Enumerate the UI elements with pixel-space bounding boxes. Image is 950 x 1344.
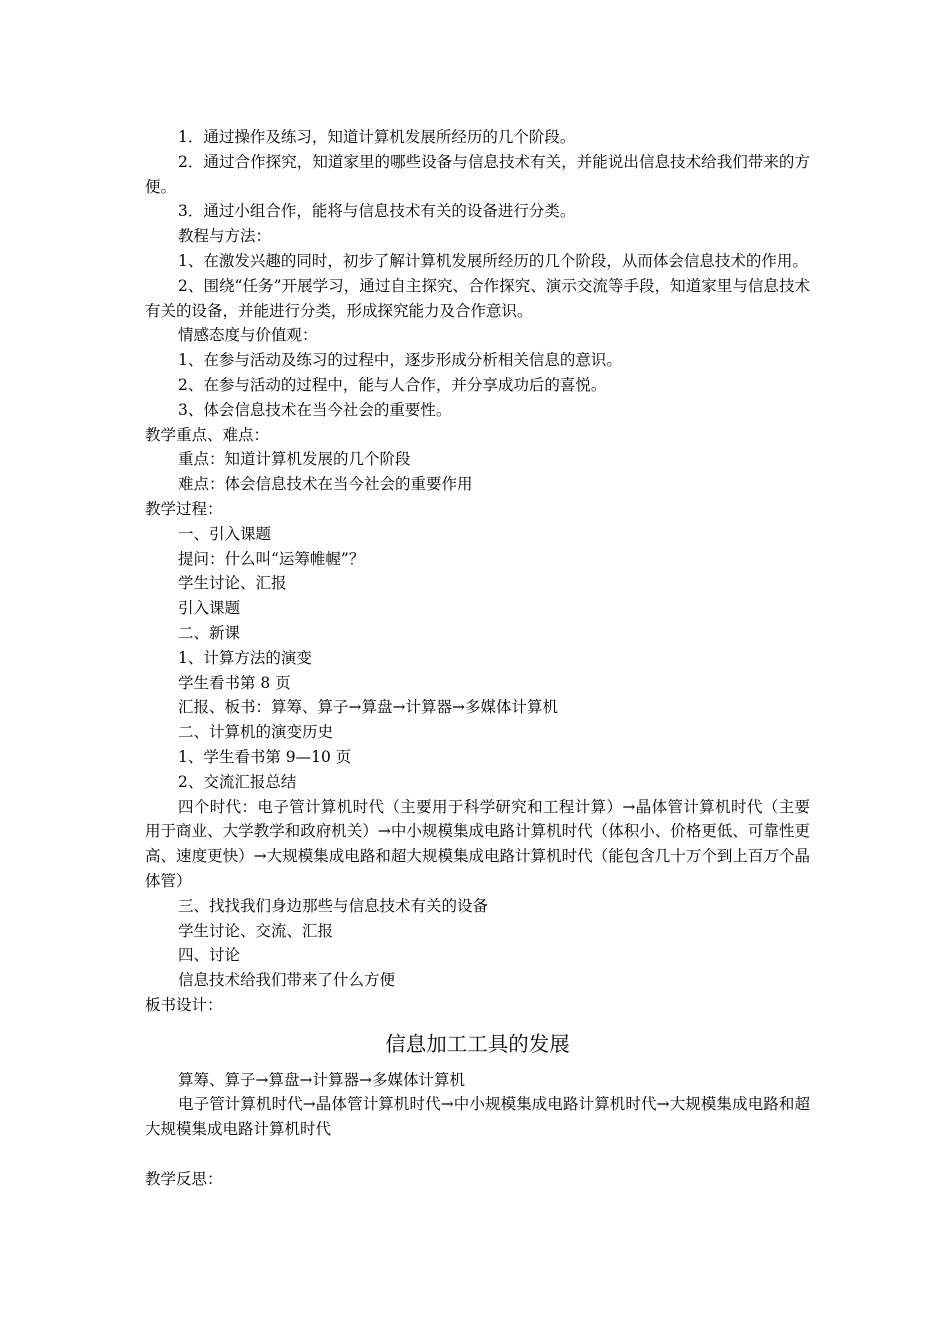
discussion-question: 信息技术给我们带来了什么方便: [178, 971, 396, 990]
introduce-topic: 引入课题: [178, 599, 241, 618]
board-line-2: 电子管计算机时代→晶体管计算机时代→中小规模集成电路计算机时代→大规模集成电路和超大规模集成电路计算机时代: [145, 1095, 810, 1139]
section-attitude-values: 情感态度与价值观：: [178, 326, 318, 345]
key-point: 重点：知道计算机发展的几个阶段: [178, 450, 411, 469]
spacer: [145, 1142, 810, 1167]
section-reflection: 教学反思：: [145, 1169, 223, 1188]
step-introduce: 一、引入课题: [178, 524, 272, 543]
exchange-summary: 2、交流汇报总结: [178, 772, 297, 791]
attitude-1: 1、在参与活动及练习的过程中，逐步形成分析相关信息的意识。: [178, 351, 622, 370]
step-computer-history: 二、计算机的演变历史: [178, 723, 334, 742]
objective-1: 1．通过操作及练习，知道计算机发展所经历的几个阶段。: [178, 128, 576, 146]
student-discussion: 学生讨论、汇报: [178, 574, 287, 593]
section-board-design: 板书设计：: [145, 995, 223, 1014]
section-teaching-process: 教学过程：: [145, 499, 223, 518]
student-exchange: 学生讨论、交流、汇报: [178, 921, 334, 940]
four-eras: 四个时代：电子管计算机时代（主要用于科学研究和工程计算）→晶体管计算机时代（主要用于商业、大学教学和政府机关）→中小规模集成电路计算机时代（体积小、价格更低、可靠性更高、速度更快）→大规模集成电路和超大规模集成电路计算机时代（能包含几十万个到上百万个晶体管）: [145, 797, 810, 890]
board-line-1: 算筹、算子→算盘→计算器→多媒体计算机: [178, 1070, 465, 1089]
read-page-8: 学生看书第 8 页: [178, 673, 291, 692]
step-find-devices: 三、找找我们身边那些与信息技术有关的设备: [178, 896, 489, 915]
step-new-lesson: 二、新课: [178, 623, 241, 642]
objective-3: 3．通过小组合作，能将与信息技术有关的设备进行分类。: [178, 202, 576, 221]
question: 提问：什么叫“运筹帷幄”？: [178, 549, 365, 568]
calc-method-evolution: 1、计算方法的演变: [178, 648, 312, 667]
attitude-3: 3、体会信息技术在当今社会的重要性。: [178, 400, 452, 419]
attitude-2: 2、在参与活动的过程中，能与人合作，并分享成功后的喜悦。: [178, 375, 607, 394]
report-board: 汇报、板书：算筹、算子→算盘→计算器→多媒体计算机: [178, 698, 558, 717]
board-title: 信息加工工具的发展: [385, 1031, 570, 1056]
objective-2: 2．通过合作探究，知道家里的哪些设备与信息技术有关，并能说出信息技术给我们带来的方便。: [145, 152, 810, 196]
method-1: 1、在激发兴趣的同时，初步了解计算机发展所经历的几个阶段，从而体会信息技术的作用。: [178, 251, 808, 270]
document-body: [145, 125, 810, 1192]
read-pages-9-10: 1、学生看书第 9—10 页: [178, 747, 352, 766]
section-key-points: 教学重点、难点：: [145, 425, 270, 444]
section-process-method: 教程与方法：: [178, 227, 272, 246]
difficult-point: 难点：体会信息技术在当今社会的重要作用: [178, 475, 473, 494]
method-2: 2、围绕“任务”开展学习，通过自主探究、合作探究、演示交流等手段，知道家里与信息技术有关的设备，并能进行分类，形成探究能力及合作意识。: [145, 276, 810, 320]
step-discussion: 四、讨论: [178, 946, 241, 965]
